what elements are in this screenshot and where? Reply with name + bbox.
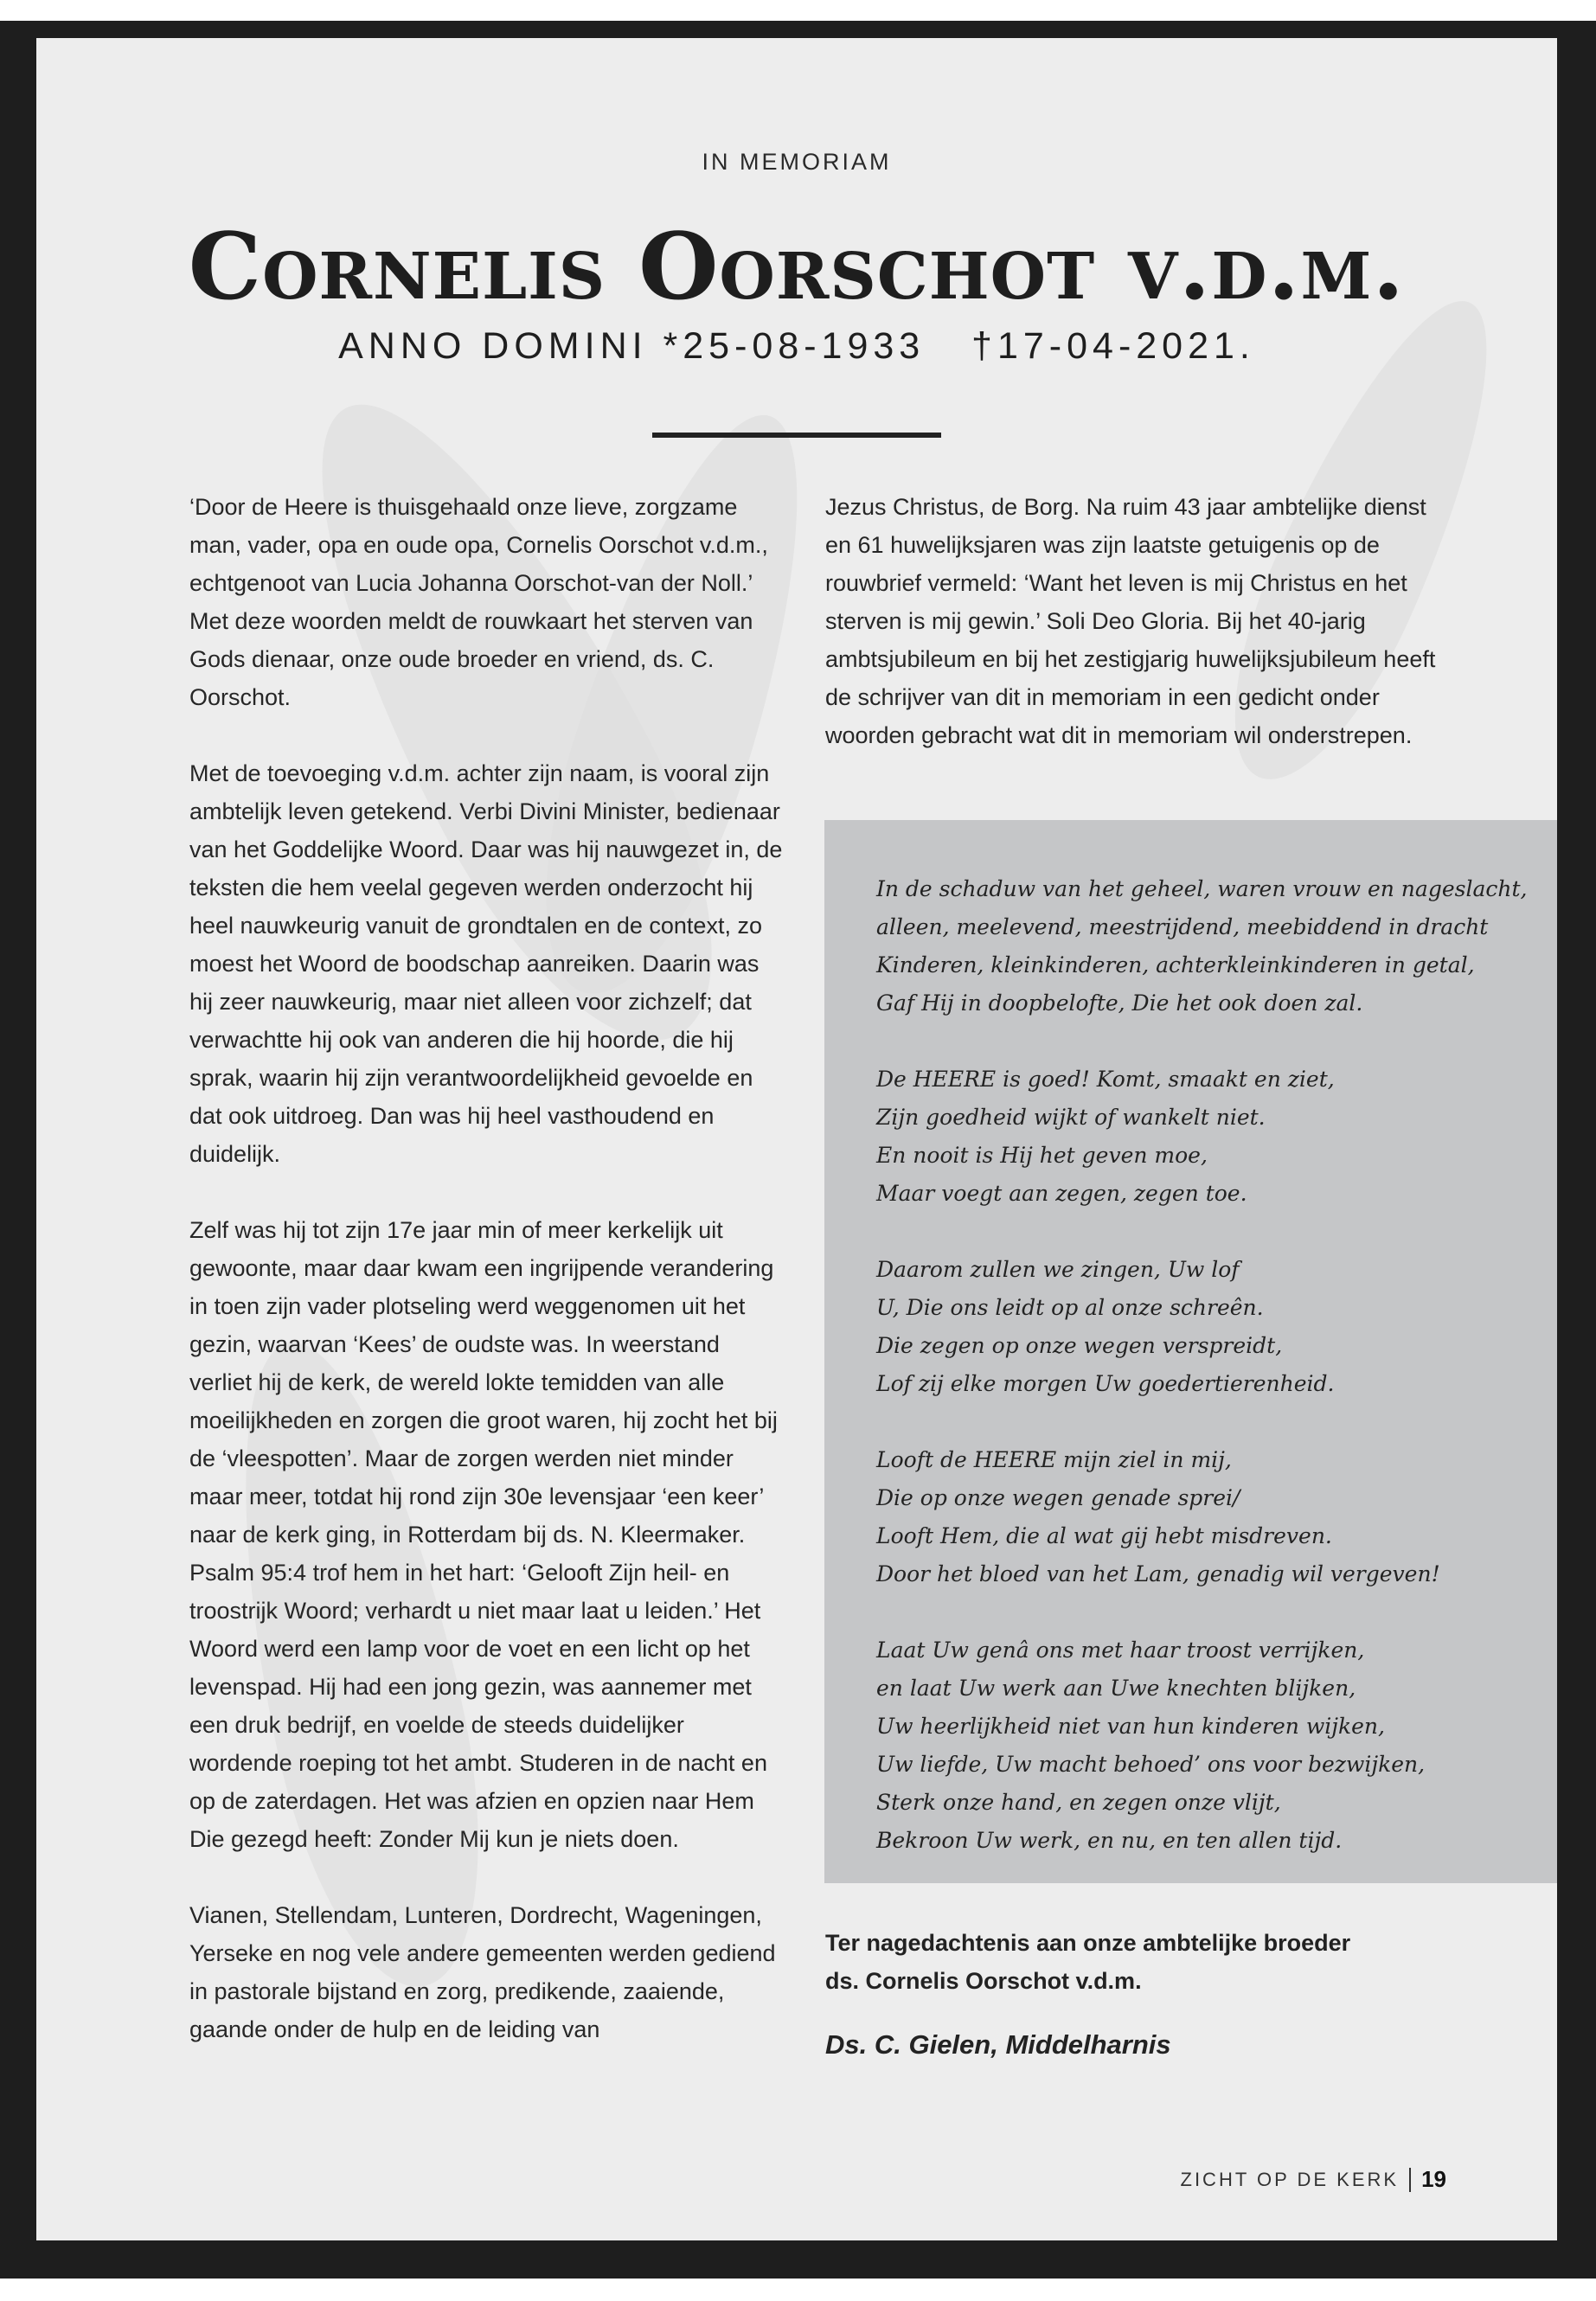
paragraph: Met de toevoeging v.d.m. achter zijn naam, is vooral zijn ambtelijk leven getekend. Verbi Divini Minister, bedienaar van het Goddelijke Woord. Daar was hij nauwgezet in, de teksten die hem veelal gegeven werden onderzocht hij heel nauwkeurig vanuit de grondtalen en de context, zo moest het Woord de boodschap aanreiken. Daarin was hij zeer nauwkeurig, maar niet alleen voor zichzelf; dat verwachtte hij ook van anderen die hij hoorde, die hij sprak, waarin hij zijn verantwoordelijkheid gevoelde en dat ook uitdroeg. Dan was hij heel vasthoudend en duidelijk. — [189, 760, 783, 1167]
title-divider — [652, 433, 941, 438]
poem-line: Bekroon Uw werk, en nu, en ten allen tijd. — [876, 1828, 1343, 1853]
poem-line: Lof zij elke morgen Uw goedertierenheid. — [876, 1371, 1335, 1396]
tribute-line: Ter nagedachtenis aan onze ambtelijke broeder — [825, 1930, 1351, 1956]
poem-stanza — [876, 870, 1534, 1022]
poem-line: Uw liefde, Uw macht behoed’ ons voor bezwijken, — [876, 1752, 1426, 1777]
poem-stanza — [876, 1061, 1534, 1213]
tribute-line: ds. Cornelis Oorschot v.d.m. — [825, 1968, 1142, 1994]
poem-line: Kinderen, kleinkinderen, achterkleinkinderen in getal, — [876, 952, 1475, 977]
poem-line: Sterk onze hand, en zegen onze vlijt, — [876, 1790, 1281, 1815]
page-number: 19 — [1421, 2166, 1446, 2192]
poem-stanza — [876, 1441, 1534, 1593]
poem-stanza — [876, 1251, 1534, 1403]
magazine-name: ZICHT OP DE KERK — [1180, 2168, 1400, 2190]
section-kicker: IN MEMORIAM — [702, 149, 892, 175]
author-signature: Ds. C. Gielen, Middelharnis — [825, 2029, 1171, 2060]
poem-line: Daarom zullen we zingen, Uw lof — [876, 1257, 1240, 1282]
poem-line: En nooit is Hij het geven moe, — [876, 1143, 1208, 1168]
poem-line: Laat Uw genâ ons met haar troost verrijken, — [876, 1638, 1365, 1663]
life-dates: ANNO DOMINI *25-08-1933 †17-04-2021. — [338, 325, 1255, 367]
poem-line: In de schaduw van het geheel, waren vrouw en nageslacht, — [876, 876, 1528, 901]
poem-line: De HEERE is goed! Komt, smaakt en ziet, — [876, 1067, 1335, 1092]
paragraph: Vianen, Stellendam, Lunteren, Dordrecht, Wageningen, Yerseke en nog vele andere gemeenten werden gediend in pastorale bijstand en zorg, predikende, zaaiende, gaande onder de hulp en de leiding van — [189, 1902, 776, 2042]
tribute — [825, 1924, 1448, 2000]
page-footer — [1181, 2166, 1447, 2193]
paragraph: Zelf was hij tot zijn 17e jaar min of meer kerkelijk uit gewoonte, maar daar kwam een ingrijpende verandering in toen zijn vader plotseling werd weggenomen uit het gezin, waarvan ‘Kees’ de oudste was. In weerstand verliet hij de kerk, de wereld lokte temidden van alle moeilijkheden en zorgen die groot waren, hij zocht het bij de ‘vleespotten’. Maar de zorgen werden niet minder maar meer, totdat hij rond zijn 30e levensjaar ‘een keer’ naar de kerk ging, in Rotterdam bij ds. N. Kleermaker. Psalm 95:4 trof hem in het hart: ‘Gelooft Zijn heil- en troostrijk Woord; verhardt u niet maar laat u leiden.’ Het Woord werd een lamp voor de voet en een licht op het levenspad. Hij had een jong gezin, was aannemer met een druk bedrijf, en voelde de steeds duidelijker wordende roeping tot het ambt. Studeren in de nacht en op de zaterdagen. Het was afzien en opzien naar Hem Die gezegd heeft: Zonder Mij kun je niets doen. — [189, 1217, 778, 1852]
footer-separator — [1409, 2168, 1411, 2192]
magazine-page — [36, 38, 1557, 2240]
paragraph: Jezus Christus, de Borg. Na ruim 43 jaar ambtelijke dienst en 61 huwelijksjaren was zijn laatste getuigenis op de rouwbrief vermeld: ‘Want het leven is mij Christus en het sterven is mij gewin.’ Soli Deo Gloria. Bij het 40-jarig ambtsjubileum en bij het zestigjarig huwelijksjubileum heeft de schrijver van dit in memoriam in een gedicht onder woorden gebracht wat dit in memoriam wil onderstrepen. — [825, 494, 1436, 748]
poem-line: Die zegen op onze wegen verspreidt, — [876, 1333, 1283, 1358]
page-title: Cornelis Oorschot v.d.m. — [188, 212, 1406, 320]
poem — [876, 870, 1534, 1898]
poem-line: en laat Uw werk aan Uwe knechten blijken, — [876, 1676, 1356, 1701]
poem-stanza — [876, 1631, 1534, 1860]
poem-line: Looft de HEERE mijn ziel in mij, — [876, 1447, 1232, 1472]
poem-line: Zijn goedheid wijkt of wankelt niet. — [876, 1105, 1266, 1130]
poem-line: Maar voegt aan zegen, zegen toe. — [876, 1181, 1247, 1206]
right-column — [825, 488, 1439, 792]
poem-line: Looft Hem, die al wat gij hebt misdreven. — [876, 1523, 1332, 1548]
poem-line: Uw heerlijkheid niet van hun kinderen wijken, — [876, 1714, 1385, 1739]
poem-line: U, Die ons leidt op al onze schreên. — [876, 1295, 1264, 1320]
left-column — [189, 488, 786, 2086]
poem-line: Die op onze wegen genade sprei/ — [876, 1485, 1240, 1510]
poem-box — [824, 820, 1557, 1883]
paragraph: ‘Door de Heere is thuisgehaald onze lieve, zorgzame man, vader, opa en oude opa, Cornelis Oorschot v.d.m., echtgenoot van Lucia Johanna Oorschot-van der Noll.’ Met deze woorden meldt de rouwkaart het sterven van Gods dienaar, onze oude broeder en vriend, ds. C. Oorschot. — [189, 494, 768, 710]
poem-line: Door het bloed van het Lam, genadig wil vergeven! — [876, 1561, 1440, 1586]
poem-line: Gaf Hij in doopbelofte, Die het ook doen zal. — [876, 990, 1363, 1016]
poem-line: alleen, meelevend, meestrijdend, meebiddend in dracht — [876, 914, 1489, 939]
